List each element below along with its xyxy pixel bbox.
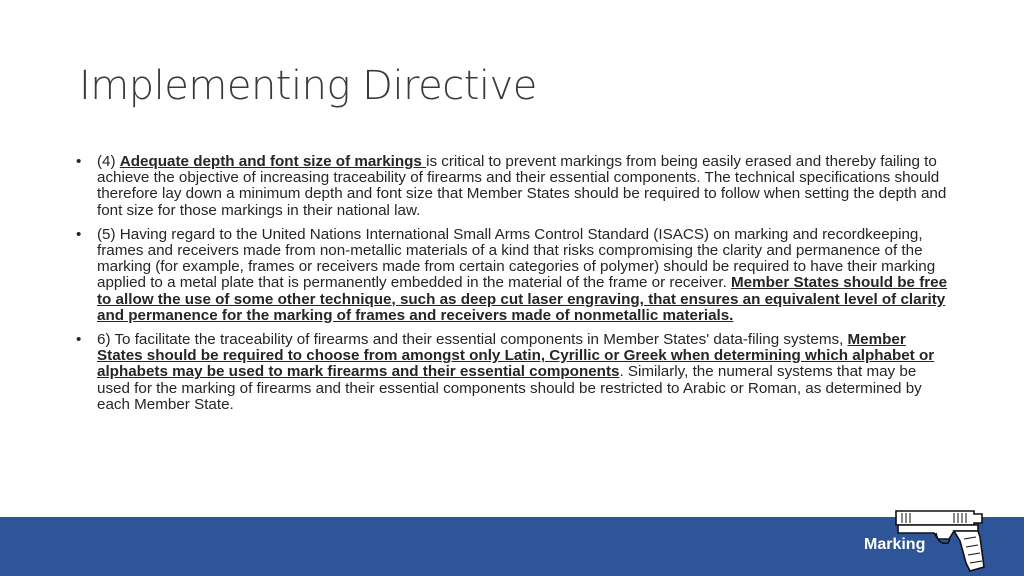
bullet-emphasis: Member States should be free to allow the use of some other technique, such as deep cut laser engraving, that ensures an equivalent level of clarity and permanence for the marking of frames and receivers made of nonmetallic materials. <box>97 274 948 324</box>
bullet-list <box>76 153 949 421</box>
bullet-marker: • <box>76 331 82 349</box>
bullet-item-4 <box>76 153 949 219</box>
bullet-item-6 <box>76 331 949 413</box>
bullet-item-5 <box>76 225 949 324</box>
bullet-text: . Similarly, the numeral systems that may be used for the marking of firearms and their essential components should be restricted to Arabic or Roman, as determined by each Member State. <box>97 363 922 413</box>
pistol-icon <box>894 505 986 573</box>
bullet-text: (5) Having regard to the United Nations International Small Arms Control Standard (ISACS) on marking and recordkeeping, frames and receivers made from non-metallic materials of a kind that risks compromising the clarity and permanence of the marking (for example, frames or receivers made from certain categories of polymer) should be required to have their marking applied to a metal plate that is permanently embedded in the material of the frame or receiver. <box>97 225 936 292</box>
bullet-text: 6) To facilitate the traceability of firearms and their essential components in Member States' data-filing systems, <box>97 331 848 349</box>
bullet-text: is critical to prevent markings from being easily erased and thereby failing to achieve the objective of increasing traceability of firearms and their essential components. The technical specifications should therefore lay down a minimum depth and font size that Member States should be required to follow when setting the depth and font size for those markings in their national law. <box>97 153 947 219</box>
footer-label: Marking <box>864 536 926 553</box>
bullet-marker: • <box>76 225 82 243</box>
bullet-emphasis: Member States should be required to choose from amongst only Latin, Cyrillic or Greek when determining which alphabet or alphabets may be used to mark firearms and their essential components <box>97 331 935 381</box>
slide-title: Implementing Directive <box>79 63 537 109</box>
bullet-emphasis: Adequate depth and font size of markings <box>119 153 427 170</box>
bullet-text: (4) <box>97 153 120 170</box>
bullet-marker: • <box>76 153 82 170</box>
